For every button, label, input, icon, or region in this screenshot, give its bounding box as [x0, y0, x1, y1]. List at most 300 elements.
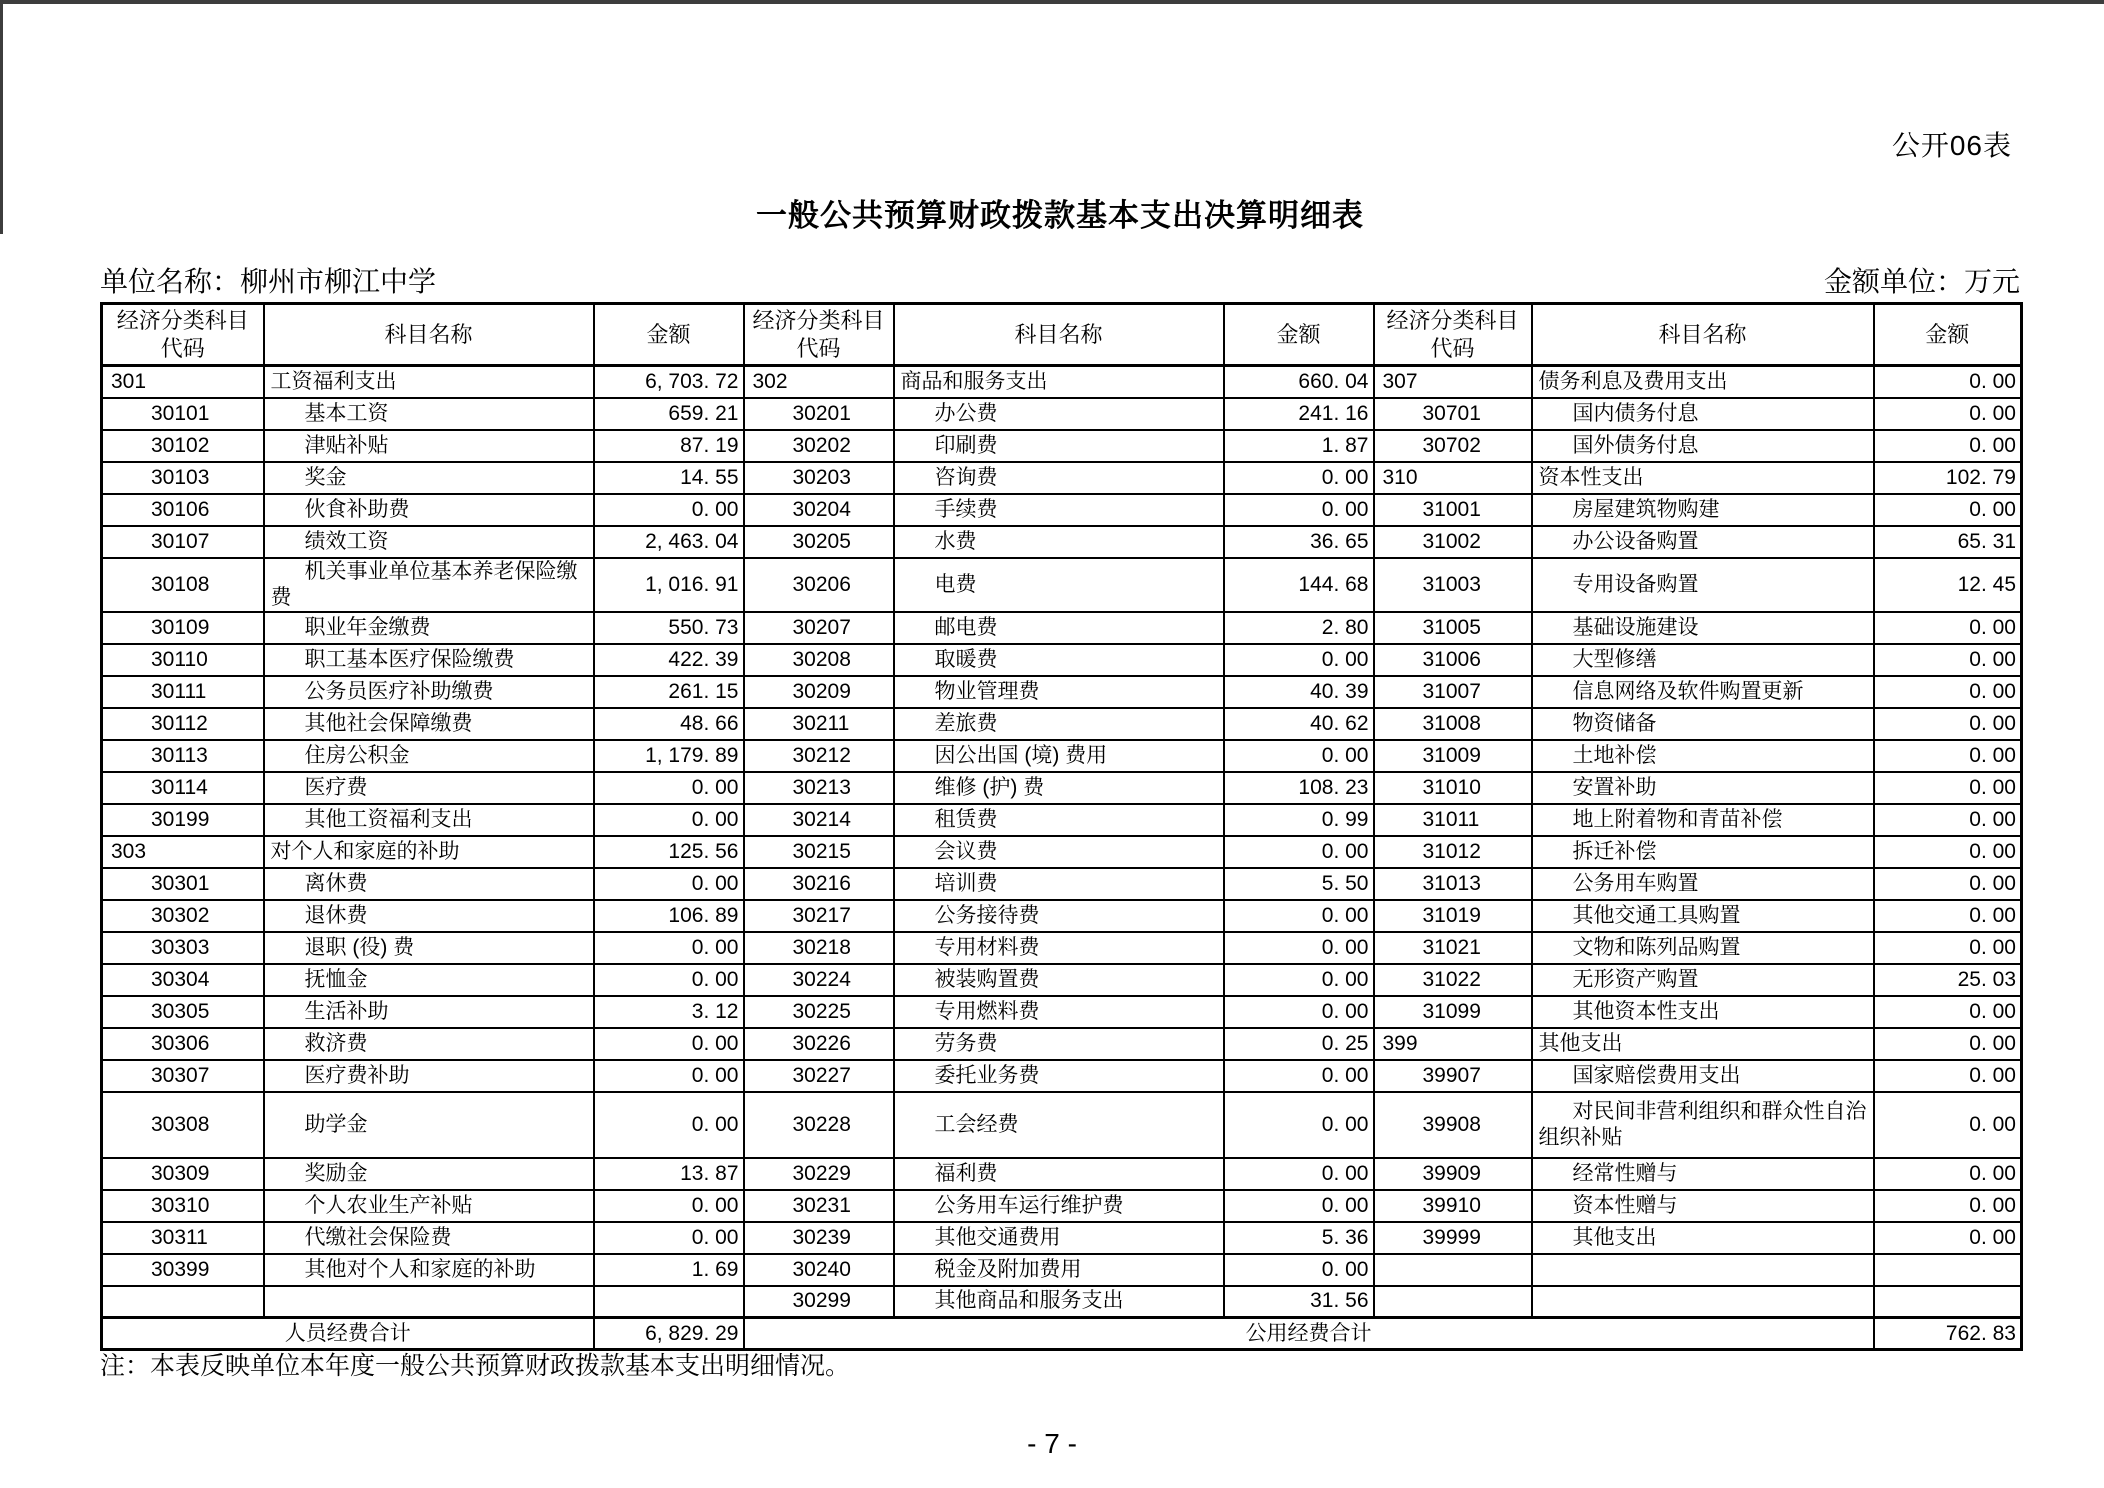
header-code-cell: 经济分类科目代码: [1374, 304, 1532, 366]
amount-cell: [1874, 1254, 2022, 1286]
name-cell: 信息网络及软件购置更新: [1532, 676, 1874, 708]
amount-cell: 0. 00: [1874, 430, 2022, 462]
code-cell: 30202: [744, 430, 894, 462]
amount-cell: 0. 00: [1874, 612, 2022, 644]
amount-cell: 1. 87: [1224, 430, 1374, 462]
amount-cell: 48. 66: [594, 708, 744, 740]
amount-cell: 0. 00: [1874, 868, 2022, 900]
table-row: [102, 558, 2022, 612]
code-cell: 30306: [102, 1028, 264, 1060]
name-cell: 其他工资福利支出: [264, 804, 594, 836]
amount-cell: 0. 00: [1224, 1190, 1374, 1222]
amount-cell: 0. 00: [1224, 996, 1374, 1028]
amount-cell: 0. 00: [1874, 644, 2022, 676]
name-cell: 安置补助: [1532, 772, 1874, 804]
name-cell: 退职 (役) 费: [264, 932, 594, 964]
table-row: [102, 612, 2022, 644]
name-cell: 工资福利支出: [264, 366, 594, 398]
amount-cell: 660. 04: [1224, 366, 1374, 398]
amount-cell: 1, 179. 89: [594, 740, 744, 772]
code-cell: 30113: [102, 740, 264, 772]
name-cell: 国家赔偿费用支出: [1532, 1060, 1874, 1092]
code-cell: 30215: [744, 836, 894, 868]
amount-cell: 0. 00: [1224, 494, 1374, 526]
name-cell: 其他对个人和家庭的补助: [264, 1254, 594, 1286]
code-cell: 30305: [102, 996, 264, 1028]
name-cell: 助学金: [264, 1092, 594, 1158]
header-amount-cell: 金额: [594, 304, 744, 366]
amount-cell: 261. 15: [594, 676, 744, 708]
name-cell: [264, 1286, 594, 1318]
amount-cell: 0. 00: [594, 772, 744, 804]
code-cell: 30224: [744, 964, 894, 996]
header-name-cell: 科目名称: [1532, 304, 1874, 366]
code-cell: 31003: [1374, 558, 1532, 612]
name-cell: 咨询费: [894, 462, 1224, 494]
total-row: [102, 1318, 2022, 1350]
code-cell: 30231: [744, 1190, 894, 1222]
table-row: [102, 494, 2022, 526]
name-cell: 国内债务付息: [1532, 398, 1874, 430]
amount-cell: 0. 00: [1874, 708, 2022, 740]
name-cell: 公务用车购置: [1532, 868, 1874, 900]
name-cell: 职工基本医疗保险缴费: [264, 644, 594, 676]
amount-cell: 0. 00: [594, 494, 744, 526]
name-cell: 医疗费补助: [264, 1060, 594, 1092]
amount-cell: 102. 79: [1874, 462, 2022, 494]
table-row: [102, 644, 2022, 676]
amount-cell: 0. 00: [1874, 494, 2022, 526]
name-cell: 资本性赠与: [1532, 1190, 1874, 1222]
amount-cell: 1, 016. 91: [594, 558, 744, 612]
amount-cell: 0. 00: [1224, 1158, 1374, 1190]
amount-cell: 65. 31: [1874, 526, 2022, 558]
amount-cell: 0. 00: [1224, 1092, 1374, 1158]
name-cell: 绩效工资: [264, 526, 594, 558]
table-row: [102, 430, 2022, 462]
code-cell: 30208: [744, 644, 894, 676]
amount-cell: 0. 00: [1874, 1092, 2022, 1158]
name-cell: 专用燃料费: [894, 996, 1224, 1028]
amount-cell: 2. 80: [1224, 612, 1374, 644]
table-row: [102, 1028, 2022, 1060]
code-cell: 31008: [1374, 708, 1532, 740]
amount-cell: 0. 00: [1874, 1190, 2022, 1222]
amount-cell: 1. 69: [594, 1254, 744, 1286]
code-cell: 30207: [744, 612, 894, 644]
name-cell: 培训费: [894, 868, 1224, 900]
code-cell: 30107: [102, 526, 264, 558]
name-cell: 无形资产购置: [1532, 964, 1874, 996]
code-cell: 30211: [744, 708, 894, 740]
name-cell: 代缴社会保险费: [264, 1222, 594, 1254]
amount-cell: 0. 00: [1874, 772, 2022, 804]
table-row: [102, 462, 2022, 494]
name-cell: 被装购置费: [894, 964, 1224, 996]
table-row: [102, 836, 2022, 868]
table-row: [102, 366, 2022, 398]
amount-cell: 0. 00: [1224, 932, 1374, 964]
code-cell: 30203: [744, 462, 894, 494]
code-cell: 31005: [1374, 612, 1532, 644]
name-cell: 维修 (护) 费: [894, 772, 1224, 804]
amount-cell: 0. 00: [1224, 900, 1374, 932]
code-cell: 31099: [1374, 996, 1532, 1028]
scan-edge-left: [0, 0, 3, 234]
table-row: [102, 772, 2022, 804]
code-cell: 30114: [102, 772, 264, 804]
amount-cell: 422. 39: [594, 644, 744, 676]
code-cell: 30212: [744, 740, 894, 772]
amount-cell: 0. 00: [594, 1092, 744, 1158]
code-cell: 30701: [1374, 398, 1532, 430]
name-cell: 其他交通工具购置: [1532, 900, 1874, 932]
header-code-cell: 经济分类科目代码: [744, 304, 894, 366]
table-row: [102, 1254, 2022, 1286]
name-cell: [1532, 1286, 1874, 1318]
amount-cell: 0. 00: [1874, 836, 2022, 868]
name-cell: 福利费: [894, 1158, 1224, 1190]
doc-label: 公开06表: [1891, 130, 2012, 161]
name-cell: 物业管理费: [894, 676, 1224, 708]
name-cell: 大型修缮: [1532, 644, 1874, 676]
amount-cell: 5. 50: [1224, 868, 1374, 900]
name-cell: 救济费: [264, 1028, 594, 1060]
name-cell: 公务接待费: [894, 900, 1224, 932]
code-cell: 30217: [744, 900, 894, 932]
code-cell: 30226: [744, 1028, 894, 1060]
code-cell: 30108: [102, 558, 264, 612]
name-cell: 医疗费: [264, 772, 594, 804]
amount-cell: 0. 25: [1224, 1028, 1374, 1060]
name-cell: 基础设施建设: [1532, 612, 1874, 644]
code-cell: 30199: [102, 804, 264, 836]
name-cell: 住房公积金: [264, 740, 594, 772]
name-cell: 房屋建筑物购建: [1532, 494, 1874, 526]
name-cell: 个人农业生产补贴: [264, 1190, 594, 1222]
amount-cell: 0. 00: [1224, 644, 1374, 676]
code-cell: 30106: [102, 494, 264, 526]
amount-cell: 0. 00: [1874, 1222, 2022, 1254]
amount-cell: 2, 463. 04: [594, 526, 744, 558]
name-cell: 差旅费: [894, 708, 1224, 740]
amount-cell: 40. 62: [1224, 708, 1374, 740]
code-cell: 30103: [102, 462, 264, 494]
code-cell: 39907: [1374, 1060, 1532, 1092]
name-cell: 租赁费: [894, 804, 1224, 836]
amount-cell: 0. 00: [1224, 462, 1374, 494]
amount-cell: 0. 00: [594, 868, 744, 900]
name-cell: 文物和陈列品购置: [1532, 932, 1874, 964]
name-cell: 委托业务费: [894, 1060, 1224, 1092]
amount-cell: 108. 23: [1224, 772, 1374, 804]
name-cell: 职业年金缴费: [264, 612, 594, 644]
name-cell: 债务利息及费用支出: [1532, 366, 1874, 398]
table-row: [102, 1060, 2022, 1092]
unit-name: 单位名称：柳州市柳江中学: [100, 266, 437, 297]
table-row: [102, 1190, 2022, 1222]
amount-cell: 0. 00: [594, 1190, 744, 1222]
table-row: [102, 804, 2022, 836]
name-cell: 土地补偿: [1532, 740, 1874, 772]
code-cell: 30309: [102, 1158, 264, 1190]
code-cell: 399: [1374, 1028, 1532, 1060]
amount-cell: 106. 89: [594, 900, 744, 932]
budget-table: [100, 302, 2023, 1351]
code-cell: 30240: [744, 1254, 894, 1286]
code-cell: 31011: [1374, 804, 1532, 836]
name-cell: 水费: [894, 526, 1224, 558]
amount-cell: 13. 87: [594, 1158, 744, 1190]
amount-cell: 14. 55: [594, 462, 744, 494]
name-cell: 邮电费: [894, 612, 1224, 644]
code-cell: 30225: [744, 996, 894, 1028]
name-cell: 基本工资: [264, 398, 594, 430]
name-cell: 劳务费: [894, 1028, 1224, 1060]
amount-cell: 0. 00: [1874, 676, 2022, 708]
meta-row: [100, 260, 2020, 300]
code-cell: 30303: [102, 932, 264, 964]
amount-cell: 0. 00: [594, 932, 744, 964]
table-row: [102, 900, 2022, 932]
amount-cell: 3. 12: [594, 996, 744, 1028]
name-cell: 伙食补助费: [264, 494, 594, 526]
code-cell: 31022: [1374, 964, 1532, 996]
personnel-total-label: 人员经费合计: [102, 1318, 594, 1350]
table-row: [102, 708, 2022, 740]
name-cell: 经常性赠与: [1532, 1158, 1874, 1190]
table-row: [102, 1286, 2022, 1318]
code-cell: 30205: [744, 526, 894, 558]
amount-cell: 0. 00: [1874, 366, 2022, 398]
amount-cell: 6, 703. 72: [594, 366, 744, 398]
amount-cell: 0. 00: [594, 1222, 744, 1254]
name-cell: 退休费: [264, 900, 594, 932]
amount-cell: 659. 21: [594, 398, 744, 430]
scan-edge-top: [0, 0, 2104, 4]
code-cell: 31001: [1374, 494, 1532, 526]
amount-cell: 0. 00: [1874, 1158, 2022, 1190]
amount-cell: 241. 16: [1224, 398, 1374, 430]
header-amount-cell: 金额: [1874, 304, 2022, 366]
table-row: [102, 1158, 2022, 1190]
name-cell: 奖励金: [264, 1158, 594, 1190]
name-cell: 其他交通费用: [894, 1222, 1224, 1254]
table-row: [102, 398, 2022, 430]
name-cell: 拆迁补偿: [1532, 836, 1874, 868]
amount-cell: 0. 00: [1874, 398, 2022, 430]
code-cell: 30299: [744, 1286, 894, 1318]
table-row: [102, 740, 2022, 772]
code-cell: 30214: [744, 804, 894, 836]
code-cell: 31006: [1374, 644, 1532, 676]
table-row: [102, 676, 2022, 708]
amount-cell: [1874, 1286, 2022, 1318]
code-cell: 30302: [102, 900, 264, 932]
name-cell: 公务用车运行维护费: [894, 1190, 1224, 1222]
name-cell: 工会经费: [894, 1092, 1224, 1158]
amount-cell: 550. 73: [594, 612, 744, 644]
table-row: [102, 1222, 2022, 1254]
amount-cell: 31. 56: [1224, 1286, 1374, 1318]
amount-cell: 0. 00: [1224, 836, 1374, 868]
name-cell: 地上附着物和青苗补偿: [1532, 804, 1874, 836]
code-cell: 30304: [102, 964, 264, 996]
code-cell: 39909: [1374, 1158, 1532, 1190]
amount-cell: 0. 00: [1224, 964, 1374, 996]
code-cell: 30101: [102, 398, 264, 430]
personnel-total-amount: 6, 829. 29: [594, 1318, 744, 1350]
header-name-cell: 科目名称: [894, 304, 1224, 366]
amount-cell: 144. 68: [1224, 558, 1374, 612]
name-cell: 会议费: [894, 836, 1224, 868]
code-cell: 39999: [1374, 1222, 1532, 1254]
amount-cell: [594, 1286, 744, 1318]
name-cell: 对个人和家庭的补助: [264, 836, 594, 868]
amount-cell: 0. 00: [1874, 996, 2022, 1028]
table-row: [102, 932, 2022, 964]
header-code-cell: 经济分类科目代码: [102, 304, 264, 366]
code-cell: 30216: [744, 868, 894, 900]
table-row: [102, 868, 2022, 900]
code-cell: 31002: [1374, 526, 1532, 558]
code-cell: 310: [1374, 462, 1532, 494]
header-amount-cell: 金额: [1224, 304, 1374, 366]
code-cell: 31010: [1374, 772, 1532, 804]
amount-cell: 0. 00: [1874, 740, 2022, 772]
name-cell: 商品和服务支出: [894, 366, 1224, 398]
amount-cell: 0. 00: [594, 804, 744, 836]
name-cell: 对民间非营利组织和群众性自治组织补贴: [1532, 1092, 1874, 1158]
code-cell: 30308: [102, 1092, 264, 1158]
name-cell: 因公出国 (境) 费用: [894, 740, 1224, 772]
name-cell: 抚恤金: [264, 964, 594, 996]
amount-cell: 40. 39: [1224, 676, 1374, 708]
code-cell: 30109: [102, 612, 264, 644]
name-cell: 其他资本性支出: [1532, 996, 1874, 1028]
code-cell: [1374, 1254, 1532, 1286]
code-cell: 30110: [102, 644, 264, 676]
amount-cell: 125. 56: [594, 836, 744, 868]
amount-cell: 12. 45: [1874, 558, 2022, 612]
page-number: - 7 -: [1027, 1428, 1077, 1459]
amount-cell: 0. 00: [1874, 804, 2022, 836]
table-row: [102, 996, 2022, 1028]
name-cell: 离休费: [264, 868, 594, 900]
name-cell: 办公设备购置: [1532, 526, 1874, 558]
amount-cell: 0. 00: [1874, 932, 2022, 964]
name-cell: 资本性支出: [1532, 462, 1874, 494]
name-cell: 印刷费: [894, 430, 1224, 462]
name-cell: 国外债务付息: [1532, 430, 1874, 462]
amount-cell: 25. 03: [1874, 964, 2022, 996]
code-cell: 30218: [744, 932, 894, 964]
code-cell: 30227: [744, 1060, 894, 1092]
code-cell: 30228: [744, 1092, 894, 1158]
code-cell: [102, 1286, 264, 1318]
code-cell: 31012: [1374, 836, 1532, 868]
code-cell: 30311: [102, 1222, 264, 1254]
code-cell: 30112: [102, 708, 264, 740]
name-cell: 专用材料费: [894, 932, 1224, 964]
code-cell: 30201: [744, 398, 894, 430]
code-cell: 39910: [1374, 1190, 1532, 1222]
name-cell: 电费: [894, 558, 1224, 612]
name-cell: 其他支出: [1532, 1028, 1874, 1060]
code-cell: 307: [1374, 366, 1532, 398]
code-cell: 39908: [1374, 1092, 1532, 1158]
page-title: 一般公共预算财政拨款基本支出决算明细表: [756, 198, 1364, 233]
code-cell: [1374, 1286, 1532, 1318]
code-cell: 301: [102, 366, 264, 398]
public-total-amount: 762. 83: [1874, 1318, 2022, 1350]
name-cell: 税金及附加费用: [894, 1254, 1224, 1286]
code-cell: 30399: [102, 1254, 264, 1286]
name-cell: 公务员医疗补助缴费: [264, 676, 594, 708]
amount-cell: 0. 00: [594, 964, 744, 996]
code-cell: 31013: [1374, 868, 1532, 900]
name-cell: 机关事业单位基本养老保险缴费: [264, 558, 594, 612]
code-cell: 30213: [744, 772, 894, 804]
code-cell: 30206: [744, 558, 894, 612]
code-cell: 31009: [1374, 740, 1532, 772]
code-cell: 30209: [744, 676, 894, 708]
name-cell: 手续费: [894, 494, 1224, 526]
amount-cell: 0. 00: [1224, 740, 1374, 772]
code-cell: 30204: [744, 494, 894, 526]
code-cell: 30111: [102, 676, 264, 708]
code-cell: 30702: [1374, 430, 1532, 462]
amount-cell: 0. 00: [1874, 1028, 2022, 1060]
table-row: [102, 1092, 2022, 1158]
table-head: [102, 304, 2022, 366]
name-cell: 津贴补贴: [264, 430, 594, 462]
code-cell: 30307: [102, 1060, 264, 1092]
name-cell: [1532, 1254, 1874, 1286]
name-cell: 其他商品和服务支出: [894, 1286, 1224, 1318]
amount-cell: 87. 19: [594, 430, 744, 462]
table-body: [102, 366, 2022, 1350]
amount-cell: 0. 00: [1874, 900, 2022, 932]
name-cell: 奖金: [264, 462, 594, 494]
name-cell: 其他社会保障缴费: [264, 708, 594, 740]
table-row: [102, 526, 2022, 558]
table-row: [102, 964, 2022, 996]
table-note: 注：本表反映单位本年度一般公共预算财政拨款基本支出明细情况。: [100, 1352, 851, 1380]
amount-cell: 36. 65: [1224, 526, 1374, 558]
amount-cell: 0. 00: [594, 1028, 744, 1060]
code-cell: 30102: [102, 430, 264, 462]
name-cell: 生活补助: [264, 996, 594, 1028]
code-cell: 30301: [102, 868, 264, 900]
code-cell: 30239: [744, 1222, 894, 1254]
code-cell: 302: [744, 366, 894, 398]
code-cell: 30229: [744, 1158, 894, 1190]
name-cell: 其他支出: [1532, 1222, 1874, 1254]
header-row: [102, 304, 2022, 366]
amount-cell: 5. 36: [1224, 1222, 1374, 1254]
amount-cell: 0. 00: [594, 1060, 744, 1092]
code-cell: 31019: [1374, 900, 1532, 932]
code-cell: 303: [102, 836, 264, 868]
public-total-label: 公用经费合计: [744, 1318, 1874, 1350]
amount-unit: 金额单位：万元: [1823, 266, 2020, 297]
amount-cell: 0. 00: [1224, 1254, 1374, 1286]
name-cell: 专用设备购置: [1532, 558, 1874, 612]
code-cell: 31021: [1374, 932, 1532, 964]
amount-cell: 0. 00: [1224, 1060, 1374, 1092]
amount-cell: 0. 00: [1874, 1060, 2022, 1092]
